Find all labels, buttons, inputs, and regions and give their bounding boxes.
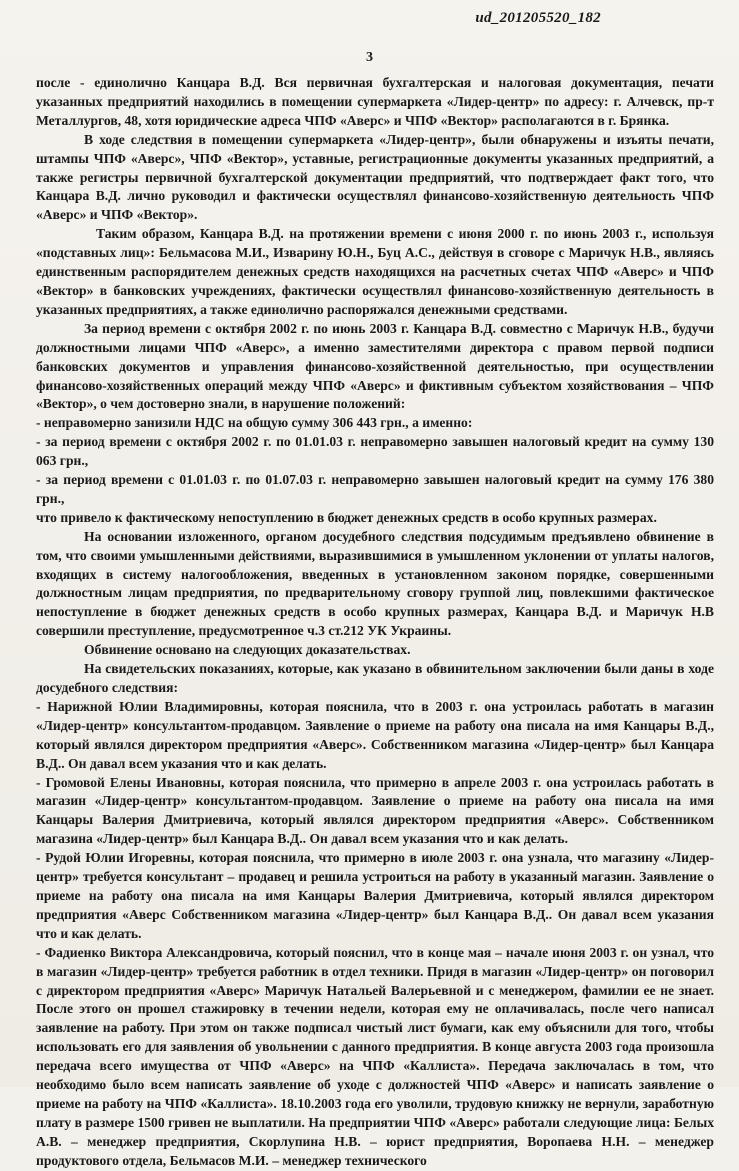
- page-number: 3: [366, 50, 373, 65]
- paragraph: - за период времени с 01.01.03 г. по 01.07.03 г. неправомерно завышен налоговый кредит на сумму 176 380 грн.,: [36, 472, 714, 506]
- document-id: ud_201205520_182: [475, 10, 601, 26]
- paragraph: За период времени с октября 2002 г. по июнь 2003 г. Канцара В.Д. совместно с Маричук Н.В., будучи должностными лицами ЧПФ «Аверс», а именно заместителями директора с правом первой подписи банковских документов и управления финансово-хозяйственной деятельностью, при осуществлении финансово-хозяйственных операций между ЧПФ «Аверс» и фиктивным субъектом хозяйствования – ЧПФ «Вектор», о чем достоверно знали, в нарушение положений:: [36, 320, 714, 412]
- paragraph: - Нарижной Юлии Владимировны, которая пояснила, что в 2003 г. она устроилась работать в магазин «Лидер-центр» консультантом-продавцом. Заявление о приеме на работу она писала на имя Канцары В.Д., который являлся директором предприятия «Аверс». Собственником магазина «Лидер-центр» был Канцара В.Д.. Он давал всем указания что и как делать.: [36, 698, 714, 771]
- paragraph: после - единолично Канцара В.Д. Вся первичная бухгалтерская и налоговая документация, печати указанных предприятий находились в помещении супермаркета «Лидер-центр» по адресу: г. Алчевск, пр-т Металлургов, 48, хотя юридические адреса ЧПФ «Аверс» и ЧПФ «Вектор» располагаются в г. Брянка.: [36, 75, 714, 128]
- paragraph: В ходе следствия в помещении супермаркета «Лидер-центр», были обнаружены и изъяты печати, штампы ЧПФ «Аверс», ЧПФ «Вектор», уставные, регистрационные документы указанных предприятий, а также регистры первичной бухгалтерской документации предприятий, что подтверждает факт того, что Канцара В.Д. лично руководил и фактически осуществлял финансово-хозяйственную деятельность ЧПФ «Аверс» и ЧПФ «Вектор».: [36, 131, 714, 223]
- paragraph: - за период времени с октября 2002 г. по 01.01.03 г. неправомерно завышен налоговый кредит на сумму 130 063 грн.,: [36, 434, 714, 469]
- paragraph: что привело к фактическому непоступлению в бюджет денежных средств в особо крупных размерах.: [36, 509, 657, 525]
- paragraph: Таким образом, Канцара В.Д. на протяжении времени с июня 2000 г. по июнь 2003 г., используя «подставных лиц»: Бельмасова М.И., Изварину Ю.Н., Буц А.С., действуя в сговоре с Маричук Н.В., являясь единственным распорядителем денежных средств находящихся на расчетных счетах ЧПФ «Аверс» и ЧПФ «Вектор» в банковских учреждениях, фактически осуществлял финансово-хозяйственную деятельность в указанных предприятиях, а также единолично распоряжался денежными средствами.: [36, 226, 714, 317]
- paragraph: - Рудой Юлии Игоревны, которая пояснила, что примерно в июле 2003 г. она узнала, что магазину «Лидер-центр» требуется консультант – продавец и решила устроиться на работу в указанный магазин. Заявление о приеме на работу она писала на имя Канцары Валерия Дмитриевича, который являлся директором предприятия «Аверс Собственником магазина «Лидер-центр» был Канцара В.Д.. Он давал всем указания что и как делать.: [36, 850, 714, 941]
- paragraph: Обвинение основано на следующих доказательствах.: [84, 642, 411, 658]
- paragraph: - Фадиенко Виктора Александровича, который пояснил, что в конце мая – начале июня 2003 г. он узнал, что в магазин «Лидер-центр» требуется работник в отдел техники. Придя в магазин «Лидер-центр» он поговорил с директором предприятия «Аверс» Маричук Натальей Валерьевной и с менеджером, фамилии ее не знает. После этого он прошел стажировку в течении недели, которая ему не оплачивалась, после чего написал заявление на работу. При этом он также подписал чистый лист бумаги, как ему объяснили для того, чтобы использовать его для заявления об увольнении с данного предприятия. В конце августа 2003 года произошла передача всего имущества от ЧПФ «Аверс» на ЧПФ «Каллиста». Передача заключалась в том, что необходимо было всем написать заявление об уходе с должностей ЧПФ «Аверс» и написать заявление о приеме на работу на ЧПФ «Каллиста». 18.10.2003 года его уволили, трудовую книжку не вернули, заработную плату в размере 1500 гривен не выплатили. На предприятии ЧПФ «Аверс» работали следующие лица: Белых А.В. – менеджер предприятия, Скорлупина Н.В. – юрист предприятия, Воропаева Н.Н. – менеджер продуктового отдела, Бельмасов М.И. – менеджер технического: [36, 944, 714, 1168]
- paragraph: На свидетельских показаниях, которые, как указано в обвинительном заключении были даны в ходе досудебного следствия:: [36, 661, 714, 695]
- paragraph: На основании изложенного, органом досудебного следствия подсудимым предъявлено обвинение в том, что своими умышленными действиями, выразившимися в умышленном уклонении от уплаты налогов, входящих в систему налогообложения, введенных в установленном законом порядке, совершенными должностным лицам предприятия, по предварительному сговору группой лиц, повлекшими фактическое непоступление в бюджет денежных средств в особо крупных размерах, Канцара В.Д. и Маричук Н.В совершили преступление, предусмотренное ч.3 ст.212 УК Украины.: [36, 528, 714, 639]
- document-body: [36, 74, 714, 1171]
- paragraph: - Громовой Елены Ивановны, которая пояснила, что примерно в апреле 2003 г. она устроилась работать в магазин «Лидер-центр» консультантом-продавцом. Заявление о приеме на работу она писала на имя Канцары Валерия Дмитриевича, который являлся директором предприятия «Аверс». Собственником магазина «Лидер-центр» был Канцара В.Д.. Он давал всем указания что и как делать.: [36, 774, 714, 847]
- paragraph: - неправомерно занизили НДС на общую сумму 306 443 грн., а именно:: [36, 415, 473, 431]
